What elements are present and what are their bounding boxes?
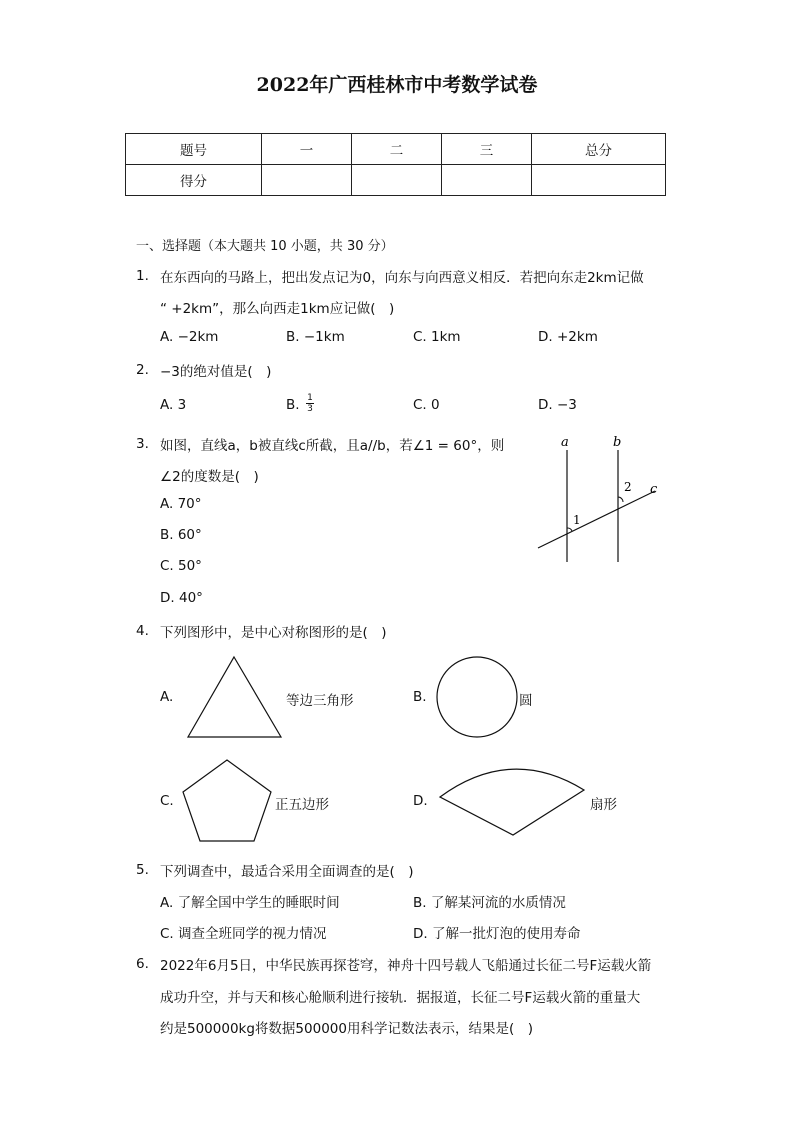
header-cell: 一 (262, 134, 352, 165)
question-number: 5. (136, 862, 149, 878)
question-text-line: ∠2的度数是( ) (160, 469, 259, 485)
score-cell (442, 165, 532, 196)
question-text-line: 在东西向的马路上，把出发点记为0，向东与向西意义相反．若把向东走2km记做 (160, 270, 644, 286)
option-c: C. 50° (160, 558, 202, 574)
shape-label-triangle: 等边三角形 (286, 693, 354, 709)
question-text-line: 下列图形中，是中心对称图形的是( ) (160, 625, 387, 641)
header-cell: 总分 (532, 134, 666, 165)
score-label-cell: 得分 (126, 165, 262, 196)
sector-shape (437, 757, 589, 839)
option-b: B. −1km (286, 329, 345, 345)
option-a: A. (160, 689, 174, 705)
option-d: D. 40° (160, 590, 203, 606)
option-c: C. 调查全班同学的视力情况 (160, 926, 327, 942)
label-angle-2: 2 (624, 480, 632, 494)
angle-1-arc (567, 528, 572, 531)
score-cell (532, 165, 666, 196)
shape-label-circle: 圆 (519, 693, 533, 709)
option-c: C. 1km (413, 329, 461, 345)
option-a: A. 70° (160, 496, 202, 512)
option-a: A. −2km (160, 329, 219, 345)
option-b: B. (286, 397, 300, 413)
question-text-line: 约是500000kg将数据500000用科学记数法表示，结果是( ) (160, 1021, 533, 1037)
score-table-score-row (126, 165, 666, 196)
circle-shape (435, 655, 519, 739)
fraction-one-third (306, 393, 314, 414)
header-cell: 题号 (126, 134, 262, 165)
score-table (125, 133, 666, 196)
question-number: 4. (136, 623, 149, 639)
label-angle-1: 1 (573, 513, 581, 527)
header-cell: 二 (352, 134, 442, 165)
shape-label-pentagon: 正五边形 (275, 797, 329, 813)
option-d: D. +2km (538, 329, 598, 345)
question-text-line: 如图，直线a，b被直线c所截，且a//b，若∠1 = 60°，则 (160, 438, 505, 454)
header-cell: 三 (442, 134, 532, 165)
option-b: B. 了解某河流的水质情况 (413, 895, 566, 911)
option-d: D. (413, 793, 428, 809)
label-a: a (561, 435, 569, 450)
label-b: b (613, 435, 622, 450)
score-cell (352, 165, 442, 196)
angle-2-arc (618, 497, 623, 502)
option-d: D. 了解一批灯泡的使用寿命 (413, 926, 581, 942)
option-c: C. 0 (413, 397, 440, 413)
equilateral-triangle-shape (185, 655, 285, 740)
question-number: 6. (136, 956, 149, 972)
question-text-line: 成功升空，并与天和核心舱顺利进行接轨．据报道，长征二号F运载火箭的重量大 (160, 990, 641, 1006)
option-a: A. 3 (160, 397, 187, 413)
option-d: D. −3 (538, 397, 577, 413)
option-a: A. 了解全国中学生的睡眠时间 (160, 895, 340, 911)
section-heading: 一、选择题（本大题共 10 小题，共 30 分） (136, 239, 394, 254)
fraction-denominator: 3 (307, 404, 313, 414)
score-table-header-row (126, 134, 666, 165)
score-cell (262, 165, 352, 196)
label-c: c (650, 482, 658, 497)
question-text-line: 下列调查中，最适合采用全面调查的是( ) (160, 864, 414, 880)
fraction-numerator: 1 (307, 393, 313, 403)
option-b: B. 60° (160, 527, 202, 543)
option-c: C. (160, 793, 174, 809)
question-number: 3. (136, 436, 149, 452)
question-number: 2. (136, 362, 149, 378)
option-b: B. (413, 689, 427, 705)
question-text-line: −3的绝对值是( ) (160, 364, 272, 380)
parallel-lines-figure (530, 432, 670, 572)
regular-pentagon-shape (180, 757, 274, 845)
question-text-line: “ +2km”，那么向西走1km应记做( ) (160, 301, 395, 317)
shape-label-sector: 扇形 (590, 797, 617, 813)
line-c (538, 491, 655, 548)
exam-title: 2022年广西桂林市中考数学试卷 (256, 74, 538, 96)
question-text-line: 2022年6月5日，中华民族再探苍穹，神舟十四号载人飞船通过长征二号F运载火箭 (160, 958, 652, 974)
question-number: 1. (136, 268, 149, 284)
